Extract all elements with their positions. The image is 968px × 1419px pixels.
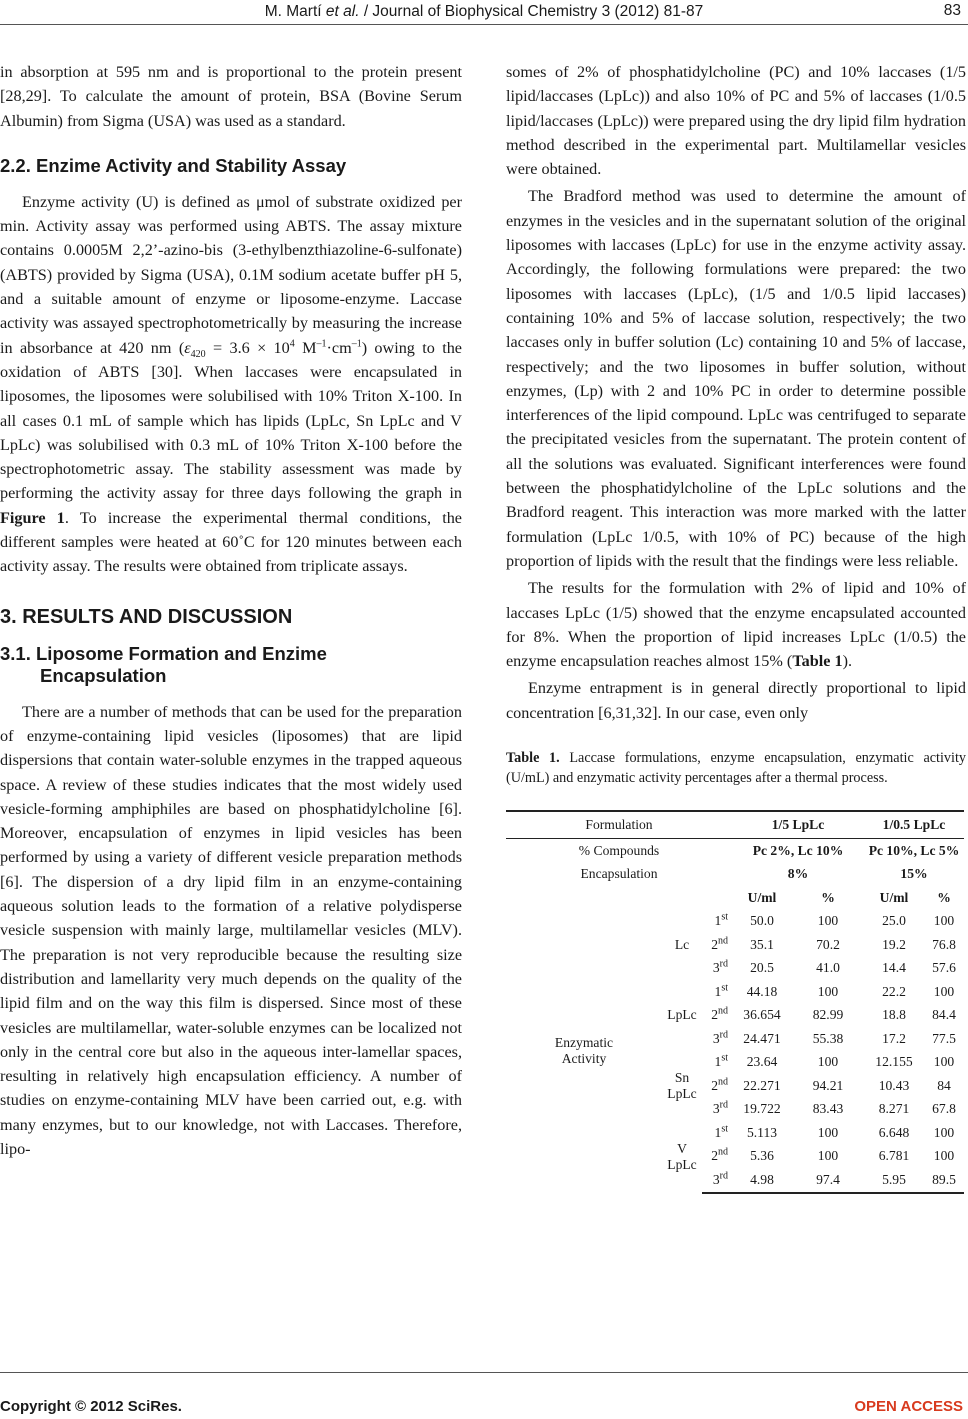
table-cell: 83.43	[812, 1101, 844, 1117]
table-cell: 100	[933, 1124, 955, 1140]
paragraph-results: The results for the formulation with 2% of lipid and 10% of laccases LpLc (1/5) showed that the enzyme encapsulated accounted for 8%. When the proportion of lipid increases LpLc (1/0.5) the enzyme encapsulation reaches almost 15% (Table 1).	[506, 579, 966, 671]
table-cell: 14.4	[882, 960, 906, 976]
table-cell: 35.1	[750, 936, 774, 952]
header-divider	[0, 24, 968, 25]
copyright-notice: Copyright © 2012 SciRes.	[0, 1398, 182, 1415]
header-citation	[0, 3, 968, 21]
percent-header: %	[937, 889, 951, 905]
section-3-1-heading: 3.1. Liposome Formation and Enzime Encapsulation	[0, 642, 327, 686]
enzymatic-activity-label: Enzymatic Activity	[554, 1035, 614, 1067]
table-cell: 8.271	[878, 1101, 910, 1117]
paragraph-liposome-methods: There are a number of methods that can be used for the preparation of enzyme-containing lipid vesicles (liposomes) that are lipid dispersions that contain water-soluble enzymes in the trapped aqueous space. A review of these studies indicates that the most widely used vesicle-forming amphiphiles are based on phosphatidylcholine [6]. Moreover, encapsulation of enzymes in lipid vesicles has been performed by using a variety of different vesicle preparation methods [6]. The dispersion of a dry lipid film in an enzyme-containing aqueous solution leads to the formation of a relative polydisperse vesicle suspension with mainly large, multilamellar vesicles (MLV). The preparation is not very reproducible because the resulting size distribution and lamellarity very much depends on the quality of the lipid film and on the way this film is dispersed. Since most of these vesicles are multilamellar, water-soluble enzymes can be localized not only in the central core but also in the aqueous inter-lamellar spaces, resulting in relatively high encapsulation efficiency. A number of studies on enzyme-containing MLV have been carried out, e.g. with many enzymes, but to our knowledge, not with Laccases. Therefore, lipo-	[0, 702, 462, 1158]
day-ordinal: 2nd	[711, 1076, 728, 1093]
paragraph-enzyme-activity: Enzyme activity (U) is defined as μmol of substrate oxidized per min. Activity assay was performed using ABTS. The assay mixture contains 0.0005M 2,2’-azino-bis (3-ethylbenzthiazoline-6-sulfonate) (ABTS) provided by Sigma (USA), 0.1M sodium acetate buffer pH 5, and a suitable amount of enzyme or liposome-enzyme. Laccase activity was assayed spectrophotometrically by measuring the increase in absorbance at 420 nm ($\varepsilon_{420} = 3.6 \times 10^4$ $M^{-1}\cdot cm^{-1}$) owing to the oxidation of ABTS [30]. When laccases were encapsulated in liposomes, the liposomes were solubilised with 10% Triton X-100. In all cases 0.1 mL of sample which has lipids (LpLc, Sn LpLc and V LpLc) was solubilised with 0.3 mL of 10% Triton X-100 before the spectrophotometric assay. The stability assessment was made by performing the activity assay for three days following the graph in Figure 1. To increase the experimental thermal conditions, the different samples were heated at 60˚C for 120 minutes between each activity assay. The results were obtained from triplicate assays.	[0, 192, 462, 576]
table-row-encapsulation	[506, 863, 964, 887]
compounds-1-5: Pc 2%, Lc 10%	[752, 842, 844, 858]
table-cell: 84	[937, 1077, 951, 1093]
section-3-heading: 3. RESULTS AND DISCUSSION	[0, 605, 293, 628]
table-cell: 70.2	[816, 936, 840, 952]
unit-header: U/ml	[747, 889, 777, 905]
day-ordinal: 3rd	[712, 958, 728, 976]
section-2-2-heading: 2.2. Enzime Activity and Stability Assay	[0, 154, 347, 176]
header-authors: M. Martí	[264, 3, 322, 20]
table-1-reference[interactable]: Table 1	[792, 652, 843, 671]
table-cell: 55.38	[812, 1030, 844, 1046]
day-ordinal: 1st	[714, 1123, 728, 1140]
day-ordinal: 1st	[714, 982, 728, 999]
table-cell: 25.0	[882, 913, 906, 929]
table-header-row	[506, 811, 964, 839]
day-ordinal: 3rd	[702, 1168, 732, 1193]
table-cell: 6.648	[878, 1124, 910, 1140]
encapsulation-1-5: 8%	[787, 866, 809, 882]
encapsulation-1-0-5: 15%	[900, 866, 928, 882]
table-cell: 84.4	[932, 1007, 956, 1023]
table-cell: 19.722	[743, 1101, 781, 1117]
table-cell: 5.95	[864, 1168, 924, 1193]
table-cell: 44.18	[746, 983, 778, 999]
table-cell: 5.36	[750, 1148, 774, 1164]
table-cell: 6.781	[878, 1148, 910, 1164]
table-cell: 41.0	[816, 960, 840, 976]
table-cell: 100	[817, 913, 839, 929]
page-number: 83	[943, 2, 961, 19]
table-row-units	[506, 886, 964, 910]
encapsulation-label: Encapsulation	[580, 866, 658, 882]
table-row-compounds	[506, 839, 964, 863]
formulation-label: Formulation	[506, 811, 732, 839]
table-cell: 24.471	[743, 1030, 781, 1046]
header-etal: et al.	[325, 3, 360, 20]
day-ordinal: 3rd	[712, 1099, 728, 1117]
table-cell: 82.99	[812, 1007, 844, 1023]
table-cell: 10.43	[878, 1077, 910, 1093]
left-column	[0, 60, 462, 1161]
table-1	[506, 810, 964, 1194]
table-cell: 12.155	[875, 1054, 913, 1070]
compounds-label: % Compounds	[578, 842, 660, 858]
paragraph-protein-assay: in absorption at 595 nm and is proportional to the protein present [28,29]. To calculate the amount of protein, BSA (Bovine Serum Albumin) from Sigma (USA) was used as a standard.	[0, 63, 462, 130]
formulation-1-5: 1/5 LpLc	[732, 811, 864, 839]
compounds-1-0-5: Pc 10%, Lc 5%	[868, 842, 960, 858]
table-cell: 100	[933, 1054, 955, 1070]
paragraph-bradford: The Bradford method was used to determine the amount of enzymes in the vesicles and in the supernatant solution of the original liposomes with laccases (LpLc) for use in the enzyme activity assay. Accordingly, the following formulations were prepared: the two liposomes with laccases (LpLc), (1/5 and 1/0.5 lipid laccases) containing 10% and 5% of laccase solution, respectively; the two laccases only in buffer solution (Lc) containing 10 and 5% of laccase, respectively; and the two liposomes in buffer solution, without enzymes, (Lp) with 2 and 10% PC in order to determine possible interferences of the lipid compound. LpLc was centrifuged to separate the precipitated vesicles from the supernatant. The protein content of all the solutions was evaluated. Significant interferences were found between the phosphatidylcholine of the LpLc solutions and the Bradford reagent. This interaction was more marked with the latter formulation (LpLc 1/0.5, with 10% of PC) because of the high proportion of lipids with the result that the findings were less reliable.	[506, 187, 966, 570]
table-cell: 17.2	[882, 1030, 906, 1046]
running-header	[0, 0, 968, 30]
header-journal: / Journal of Biophysical Chemistry 3 (2012) 81-87	[363, 3, 704, 20]
table-cell: 57.6	[932, 960, 956, 976]
open-access-label[interactable]: OPEN ACCESS	[854, 1398, 963, 1415]
table-cell: 18.8	[882, 1007, 906, 1023]
group-label: Sn LpLc	[667, 1069, 697, 1101]
group-label: LpLc	[667, 1007, 697, 1023]
day-ordinal: 1st	[714, 911, 728, 929]
table-cell: 22.2	[882, 983, 906, 999]
table-cell: 4.98	[732, 1168, 792, 1193]
table-cell: 50.0	[750, 913, 774, 929]
table-cell: 77.5	[932, 1030, 956, 1046]
day-ordinal: 3rd	[712, 1029, 728, 1046]
day-ordinal: 1st	[714, 1052, 728, 1070]
group-label: Lc	[674, 936, 690, 952]
table-row	[506, 910, 964, 934]
paragraph-liposome-prep: somes of 2% of phosphatidylcholine (PC) and 10% laccases (1/5 lipid/laccases (LpLc)) and also 10% of PC and 5% of laccases (1/0.5 lipid/laccases (LpLc)) were prepared using the dry lipid film hydration method described in the experimental part. Multilamellar vesicles were obtained.	[506, 63, 966, 179]
table-cell: 100	[817, 983, 839, 999]
table-cell: 100	[817, 1124, 839, 1140]
table-cell: 36.654	[743, 1007, 781, 1023]
table-cell: 100	[817, 1054, 839, 1070]
right-column	[506, 60, 966, 1194]
footer-divider	[0, 1372, 968, 1373]
table-cell: 19.2	[882, 936, 906, 952]
table-cell: 100	[817, 1148, 839, 1164]
day-ordinal: 2nd	[711, 935, 728, 952]
formulation-1-0-5: 1/0.5 LpLc	[864, 811, 964, 839]
table-1-caption: Table 1. Laccase formulations, enzyme encapsulation, enzymatic activity (U/mL) and enzymatic activity percentages after a thermal process.	[506, 750, 966, 786]
table-cell: 100	[933, 983, 955, 999]
table-cell: 67.8	[932, 1101, 956, 1117]
table-cell: 89.5	[924, 1168, 964, 1193]
table-cell: 23.64	[746, 1054, 778, 1070]
table-cell: 76.8	[932, 936, 956, 952]
table-cell: 22.271	[743, 1077, 781, 1093]
paragraph-entrapment: Enzyme entrapment is in general directly proportional to lipid concentration [6,31,32]. In our case, even only	[506, 679, 966, 722]
table-cell: 100	[933, 913, 955, 929]
table-cell: 5.113	[746, 1124, 778, 1140]
table-cell: 100	[933, 1148, 955, 1164]
table-cell: 97.4	[792, 1168, 864, 1193]
table-cell: 20.5	[750, 960, 774, 976]
group-label: V LpLc	[667, 1140, 697, 1172]
unit-header: U/ml	[879, 889, 909, 905]
figure-1-reference[interactable]: Figure 1	[0, 508, 65, 527]
table-cell: 94.21	[812, 1077, 844, 1093]
day-ordinal: 2nd	[711, 1146, 728, 1164]
percent-header: %	[821, 889, 835, 905]
day-ordinal: 2nd	[711, 1005, 728, 1023]
